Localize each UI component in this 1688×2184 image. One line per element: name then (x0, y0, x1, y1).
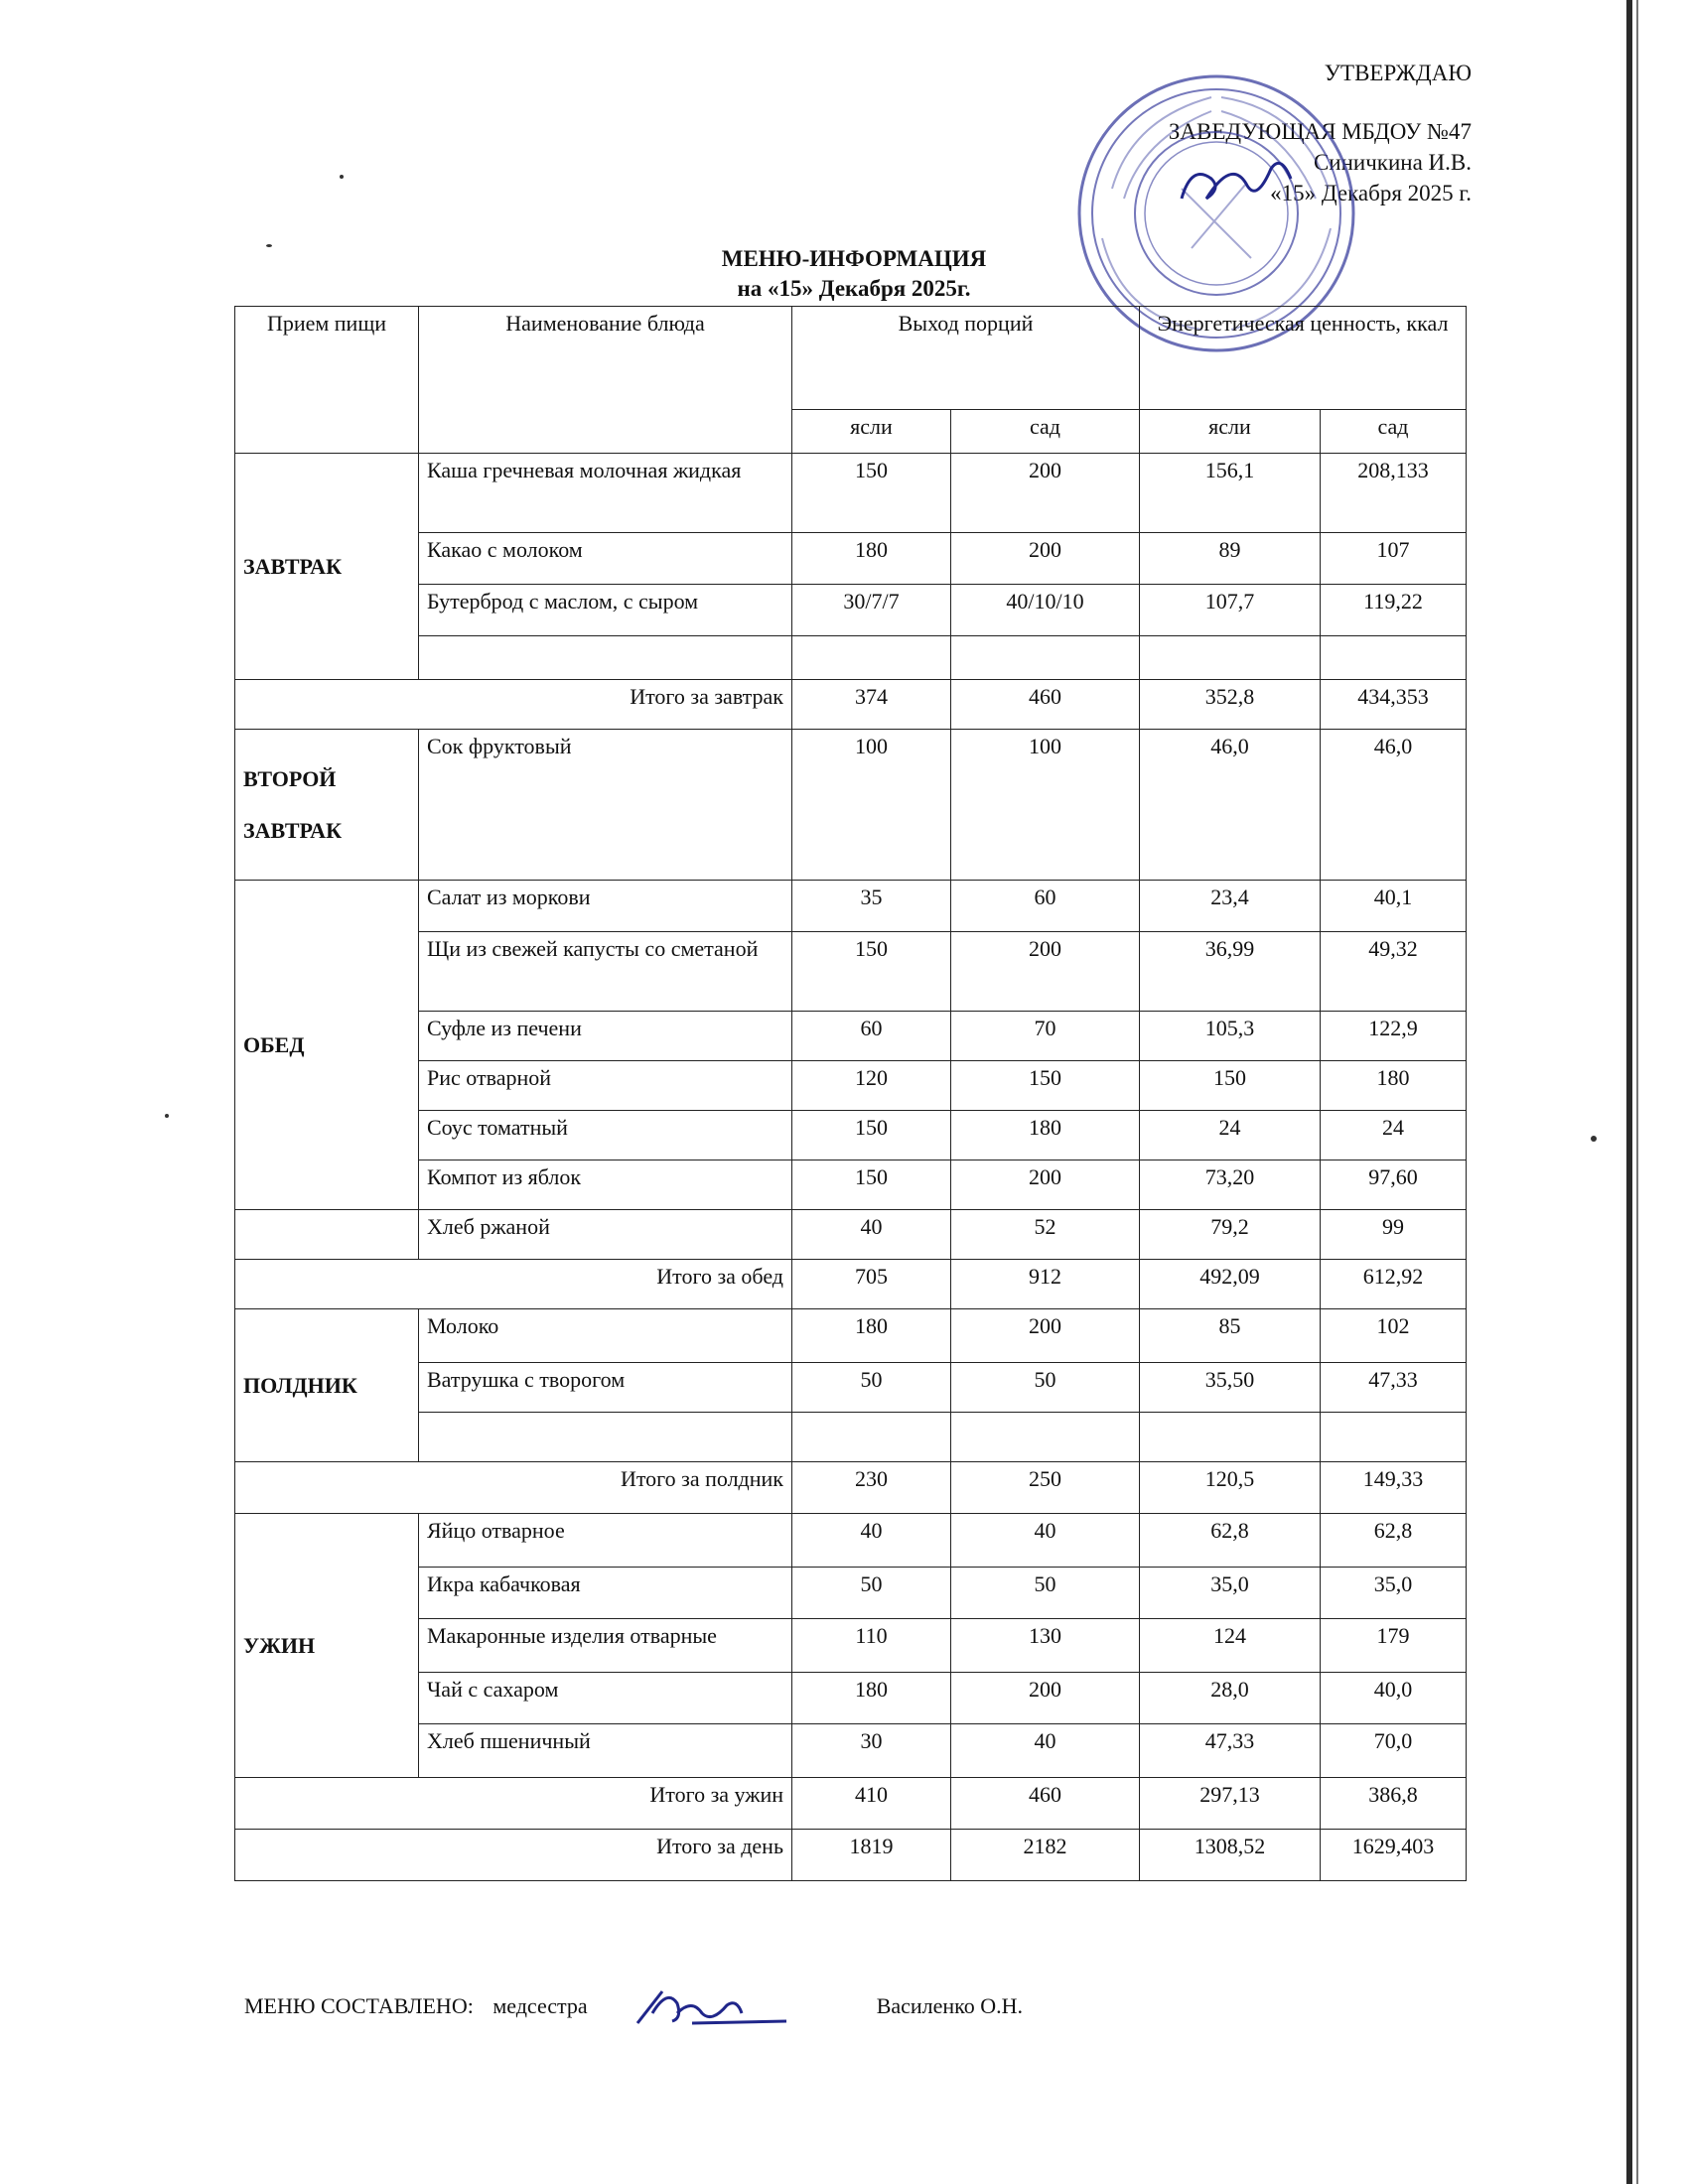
meal-dinner: УЖИН (235, 1514, 419, 1778)
portion-garden: 40 (951, 1514, 1140, 1568)
portion-nursery: 180 (792, 1309, 951, 1363)
scan-speck (266, 244, 272, 247)
energy-nursery: 62,8 (1140, 1514, 1321, 1568)
energy-nursery: 35,50 (1140, 1363, 1321, 1413)
total-label: Итого за обед (235, 1260, 792, 1309)
portion-garden: 40 (951, 1724, 1140, 1778)
footer (244, 1983, 1023, 2033)
portion-nursery: 120 (792, 1061, 951, 1111)
portion-nursery: 100 (792, 730, 951, 881)
dish-cell: Салат из моркови (419, 881, 792, 932)
total-row-dinner (235, 1778, 1467, 1830)
total-portion-nursery: 1819 (792, 1830, 951, 1881)
approval-heading: УТВЕРЖДАЮ (1324, 61, 1472, 85)
energy-garden: 62,8 (1321, 1514, 1467, 1568)
table-row (235, 1210, 1467, 1260)
portion-garden: 70 (951, 1012, 1140, 1061)
energy-garden: 49,32 (1321, 932, 1467, 1012)
scan-speck (165, 1114, 169, 1118)
total-portion-nursery: 230 (792, 1462, 951, 1514)
energy-garden: 97,60 (1321, 1160, 1467, 1210)
document-title (556, 244, 1152, 304)
total-energy-nursery: 352,8 (1140, 680, 1321, 730)
meal-breakfast: ЗАВТРАК (235, 454, 419, 680)
table-row (235, 1363, 1467, 1413)
energy-nursery: 150 (1140, 1061, 1321, 1111)
total-portion-garden: 460 (951, 680, 1140, 730)
dish-cell: Чай с сахаром (419, 1673, 792, 1724)
dish-cell: Щи из свежей капусты со сметаной (419, 932, 792, 1012)
nurse-name: Василенко О.Н. (876, 1993, 1024, 2019)
energy-nursery: 23,4 (1140, 881, 1321, 932)
energy-garden: 40,1 (1321, 881, 1467, 932)
total-row-lunch (235, 1260, 1467, 1309)
portion-nursery: 50 (792, 1568, 951, 1619)
total-portion-nursery: 374 (792, 680, 951, 730)
portion-garden: 50 (951, 1568, 1140, 1619)
portion-garden: 100 (951, 730, 1140, 881)
portion-garden: 50 (951, 1363, 1140, 1413)
total-portion-garden: 460 (951, 1778, 1140, 1830)
portion-nursery: 180 (792, 1673, 951, 1724)
meal-lunch: ОБЕД (235, 881, 419, 1210)
energy-garden: 180 (1321, 1061, 1467, 1111)
total-portion-nursery: 705 (792, 1260, 951, 1309)
energy-nursery: 79,2 (1140, 1210, 1321, 1260)
total-portion-nursery: 410 (792, 1778, 951, 1830)
portion-nursery: 150 (792, 1160, 951, 1210)
dish-cell: Рис отварной (419, 1061, 792, 1111)
table-row (235, 1160, 1467, 1210)
total-energy-garden: 149,33 (1321, 1462, 1467, 1514)
energy-nursery: 105,3 (1140, 1012, 1321, 1061)
empty-row (235, 636, 1467, 680)
total-energy-garden: 434,353 (1321, 680, 1467, 730)
table-row (235, 1724, 1467, 1778)
empty-row (235, 1413, 1467, 1462)
meal-snack: ПОЛДНИК (235, 1309, 419, 1462)
total-portion-garden: 250 (951, 1462, 1140, 1514)
portion-garden: 180 (951, 1111, 1140, 1160)
energy-garden: 46,0 (1321, 730, 1467, 881)
table-row (235, 1619, 1467, 1673)
dish-cell: Соус томатный (419, 1111, 792, 1160)
dish-cell: Каша гречневая молочная жидкая (419, 454, 792, 533)
portion-nursery: 30/7/7 (792, 585, 951, 636)
portion-garden: 200 (951, 1160, 1140, 1210)
total-energy-nursery: 120,5 (1140, 1462, 1321, 1514)
dish-cell: Суфле из печени (419, 1012, 792, 1061)
total-row-breakfast (235, 680, 1467, 730)
dish-cell: Компот из яблок (419, 1160, 792, 1210)
energy-nursery: 124 (1140, 1619, 1321, 1673)
portion-nursery: 150 (792, 932, 951, 1012)
energy-nursery: 47,33 (1140, 1724, 1321, 1778)
energy-garden: 99 (1321, 1210, 1467, 1260)
total-label: Итого за день (235, 1830, 792, 1881)
energy-garden: 70,0 (1321, 1724, 1467, 1778)
energy-garden: 107 (1321, 533, 1467, 585)
header-dish: Наименование блюда (419, 307, 792, 454)
energy-nursery: 85 (1140, 1309, 1321, 1363)
energy-garden: 35,0 (1321, 1568, 1467, 1619)
energy-garden: 102 (1321, 1309, 1467, 1363)
total-row-day (235, 1830, 1467, 1881)
total-energy-nursery: 1308,52 (1140, 1830, 1321, 1881)
scan-edge-shadow (1626, 0, 1632, 2184)
portion-garden: 200 (951, 454, 1140, 533)
dish-cell: Какао с молоком (419, 533, 792, 585)
dish-cell: Ватрушка с творогом (419, 1363, 792, 1413)
energy-nursery: 28,0 (1140, 1673, 1321, 1724)
header-portion: Выход порций (792, 307, 1140, 410)
table-row (235, 585, 1467, 636)
table-row (235, 1673, 1467, 1724)
portion-nursery: 150 (792, 1111, 951, 1160)
subheader-portion-garden: сад (951, 410, 1140, 454)
energy-nursery: 107,7 (1140, 585, 1321, 636)
scan-edge-shadow-thin (1636, 0, 1638, 2184)
energy-nursery: 35,0 (1140, 1568, 1321, 1619)
portion-garden: 130 (951, 1619, 1140, 1673)
menu-table (234, 306, 1467, 1881)
title-date: на «15» Декабря 2025г. (737, 276, 971, 301)
portion-nursery: 60 (792, 1012, 951, 1061)
table-row (235, 1061, 1467, 1111)
table-row (235, 1012, 1467, 1061)
table-row (235, 730, 1467, 881)
energy-garden: 179 (1321, 1619, 1467, 1673)
composed-label: МЕНЮ СОСТАВЛЕНО: (244, 1993, 474, 2019)
scan-speck (340, 175, 344, 179)
energy-garden: 40,0 (1321, 1673, 1467, 1724)
table-row (235, 1309, 1467, 1363)
energy-nursery: 89 (1140, 533, 1321, 585)
total-portion-garden: 2182 (951, 1830, 1140, 1881)
portion-nursery: 40 (792, 1514, 951, 1568)
portion-nursery: 35 (792, 881, 951, 932)
approval-date: «15» Декабря 2025 г. (1270, 181, 1472, 205)
portion-nursery: 50 (792, 1363, 951, 1413)
portion-garden: 52 (951, 1210, 1140, 1260)
portion-nursery: 150 (792, 454, 951, 533)
table-row (235, 932, 1467, 1012)
subheader-energy-nursery: ясли (1140, 410, 1321, 454)
director-signature-icon (1172, 149, 1301, 218)
portion-garden: 40/10/10 (951, 585, 1140, 636)
header-row (235, 307, 1467, 410)
dish-cell: Хлеб пшеничный (419, 1724, 792, 1778)
total-energy-nursery: 492,09 (1140, 1260, 1321, 1309)
portion-garden: 60 (951, 881, 1140, 932)
energy-garden: 24 (1321, 1111, 1467, 1160)
title-main: МЕНЮ-ИНФОРМАЦИЯ (721, 246, 987, 271)
portion-garden: 200 (951, 932, 1140, 1012)
subheader-energy-garden: сад (1321, 410, 1467, 454)
portion-garden: 200 (951, 1673, 1140, 1724)
subheader-portion-nursery: ясли (792, 410, 951, 454)
approval-name: Синичкина И.В. (1313, 150, 1472, 175)
portion-nursery: 40 (792, 1210, 951, 1260)
dish-cell: Макаронные изделия отварные (419, 1619, 792, 1673)
total-energy-garden: 1629,403 (1321, 1830, 1467, 1881)
total-label: Итого за ужин (235, 1778, 792, 1830)
table-row (235, 1568, 1467, 1619)
dish-cell: Сок фруктовый (419, 730, 792, 881)
table-row (235, 1514, 1467, 1568)
total-energy-garden: 386,8 (1321, 1778, 1467, 1830)
energy-garden: 122,9 (1321, 1012, 1467, 1061)
meal-second-breakfast: ВТОРОЙ ЗАВТРАК (235, 730, 419, 881)
total-row-snack (235, 1462, 1467, 1514)
portion-nursery: 180 (792, 533, 951, 585)
approval-position: ЗАВЕДУЮЩАЯ МБДОУ №47 (1168, 119, 1472, 144)
dish-cell: Икра кабачковая (419, 1568, 792, 1619)
portion-nursery: 110 (792, 1619, 951, 1673)
energy-nursery: 24 (1140, 1111, 1321, 1160)
table-row (235, 454, 1467, 533)
dish-cell: Бутерброд с маслом, с сыром (419, 585, 792, 636)
energy-garden: 47,33 (1321, 1363, 1467, 1413)
total-label: Итого за полдник (235, 1462, 792, 1514)
table-row (235, 533, 1467, 585)
total-portion-garden: 912 (951, 1260, 1140, 1309)
scan-speck (1591, 1136, 1597, 1142)
header-meal: Прием пищи (235, 307, 419, 454)
table-row (235, 1111, 1467, 1160)
energy-nursery: 73,20 (1140, 1160, 1321, 1210)
energy-nursery: 36,99 (1140, 932, 1321, 1012)
total-energy-nursery: 297,13 (1140, 1778, 1321, 1830)
portion-nursery: 30 (792, 1724, 951, 1778)
energy-nursery: 46,0 (1140, 730, 1321, 881)
portion-garden: 150 (951, 1061, 1140, 1111)
total-energy-garden: 612,92 (1321, 1260, 1467, 1309)
table-row (235, 881, 1467, 932)
dish-cell: Яйцо отварное (419, 1514, 792, 1568)
dish-cell: Молоко (419, 1309, 792, 1363)
header-energy: Энергетическая ценность, ккал (1140, 307, 1467, 410)
nurse-role: медсестра (492, 1993, 588, 2019)
energy-garden: 208,133 (1321, 454, 1467, 533)
energy-nursery: 156,1 (1140, 454, 1321, 533)
nurse-signature-icon (633, 1983, 791, 2033)
dish-cell: Хлеб ржаной (419, 1210, 792, 1260)
total-label: Итого за завтрак (235, 680, 792, 730)
energy-garden: 119,22 (1321, 585, 1467, 636)
portion-garden: 200 (951, 533, 1140, 585)
portion-garden: 200 (951, 1309, 1140, 1363)
